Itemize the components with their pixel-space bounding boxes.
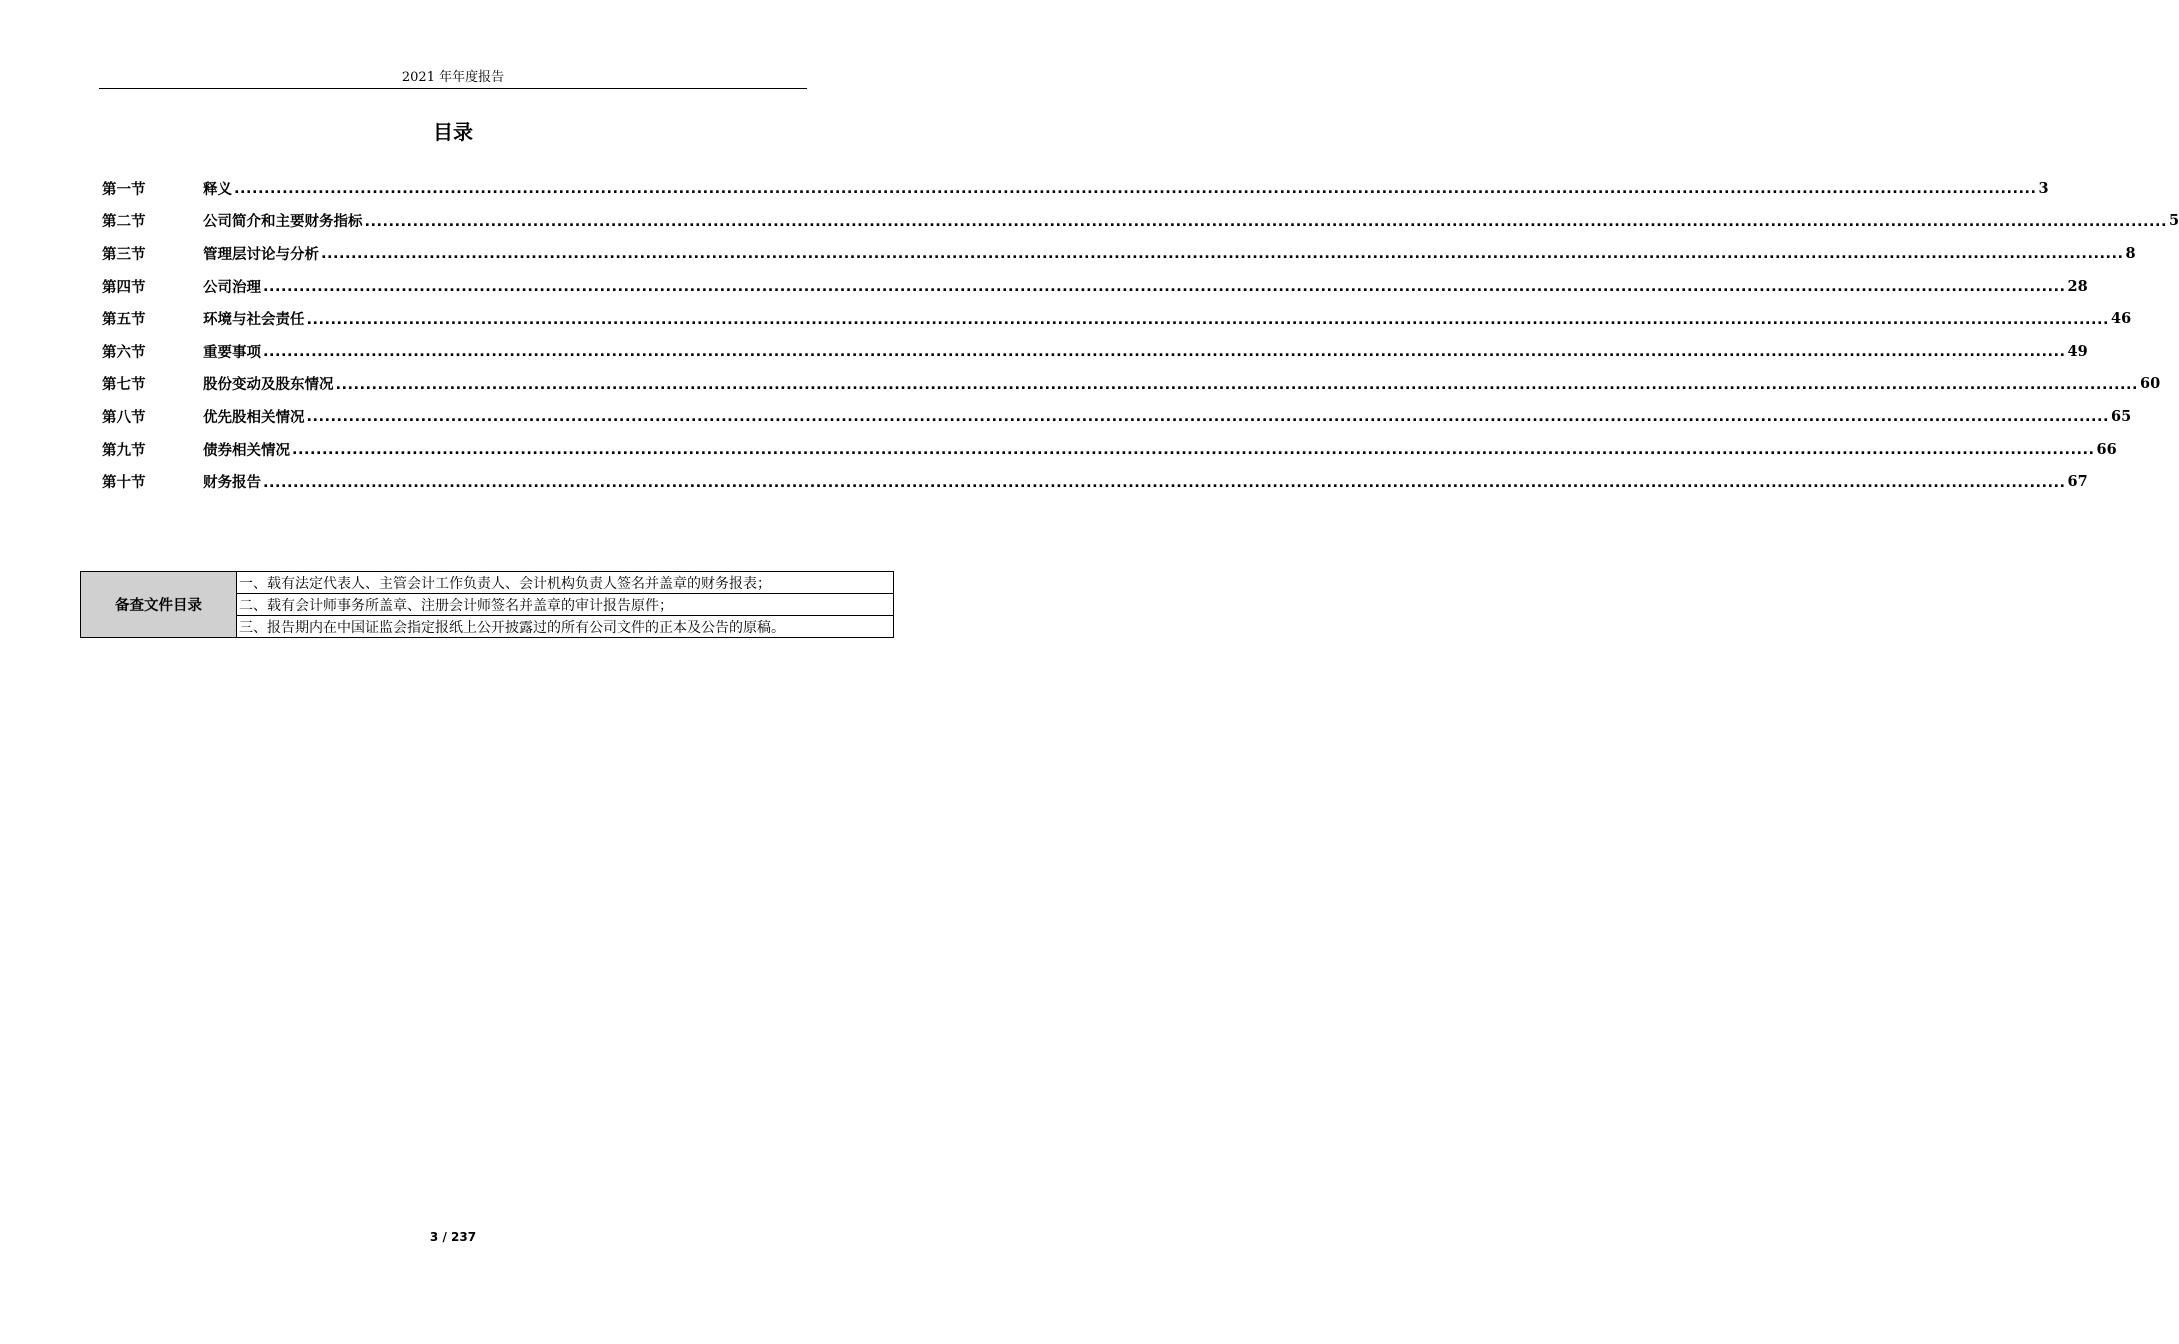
toc-section-title: 管理层讨论与分析: [203, 246, 319, 263]
toc-section-title: 财务报告: [203, 475, 261, 492]
toc-page-number: 28: [2067, 277, 2088, 295]
toc-section-title: 公司简介和主要财务指标: [203, 214, 363, 231]
toc-section-title: 股份变动及股东情况: [203, 377, 334, 394]
toc-page-number: 49: [2067, 342, 2088, 360]
toc-leader-dots: ............................................................................................................................................................................................................................................................................................................: [321, 246, 2124, 263]
toc-section-number: 第一节: [102, 181, 146, 198]
toc-section-title: 重要事项: [203, 344, 261, 361]
table-row: [81, 572, 894, 594]
toc-page-number: 3: [2038, 179, 2049, 197]
toc-page-number: 65: [2111, 407, 2132, 425]
reference-document-item: 一、载有法定代表人、主管会计工作负责人、会计机构负责人签名并盖章的财务报表；: [237, 572, 894, 594]
toc-entry[interactable]: [102, 172, 2049, 205]
toc-page-number: 67: [2067, 473, 2088, 491]
toc-section-title: 债券相关情况: [203, 442, 290, 459]
toc-entry[interactable]: [102, 433, 2117, 466]
page-indicator: 3 / 237: [429, 1230, 477, 1244]
toc-section-number: 第六节: [102, 344, 146, 361]
header-divider: [99, 88, 807, 89]
toc-section-number: 第八节: [102, 409, 146, 426]
reference-document-item: 三、报告期内在中国证监会指定报纸上公开披露过的所有公司文件的正本及公告的原稿。: [237, 616, 894, 638]
toc-leader-dots: ............................................................................................................................................................................................................................................................................................................: [234, 181, 2037, 198]
toc-entry[interactable]: [102, 400, 2132, 433]
toc-title: 目录: [433, 120, 473, 144]
toc-leader-dots: ............................................................................................................................................................................................................................................................................................................: [306, 409, 2109, 426]
toc-section-number: 第九节: [102, 442, 146, 459]
toc-entry[interactable]: [102, 465, 2088, 498]
toc-page-number: 60: [2140, 375, 2161, 393]
toc-section-number: 第十节: [102, 475, 146, 492]
reference-documents-heading: 备查文件目录: [81, 572, 237, 638]
toc-entry[interactable]: [102, 205, 2179, 238]
toc-entry[interactable]: [102, 302, 2132, 335]
toc-section-number: 第二节: [102, 214, 146, 231]
toc-entry[interactable]: [102, 335, 2088, 368]
reference-documents-table: [80, 571, 894, 638]
toc-leader-dots: ............................................................................................................................................................................................................................................................................................................: [263, 344, 2066, 361]
toc-page-number: 66: [2096, 440, 2117, 458]
toc-section-number: 第四节: [102, 279, 146, 296]
toc-leader-dots: ............................................................................................................................................................................................................................................................................................................: [335, 376, 2138, 393]
toc-section-title: 优先股相关情况: [203, 409, 305, 426]
toc-section-title: 环境与社会责任: [203, 312, 305, 329]
toc-page-number: 5: [2169, 212, 2179, 230]
toc-entry[interactable]: [102, 237, 2136, 270]
toc-entry[interactable]: [102, 270, 2088, 303]
toc-leader-dots: ............................................................................................................................................................................................................................................................................................................: [306, 311, 2109, 328]
toc-section-number: 第七节: [102, 377, 146, 394]
toc-section-title: 释义: [203, 181, 232, 198]
toc-page-number: 8: [2125, 244, 2136, 262]
page-header-title: 2021 年年度报告: [401, 70, 505, 85]
toc-section-number: 第五节: [102, 312, 146, 329]
toc-page-number: 46: [2111, 310, 2132, 328]
reference-document-item: 二、载有会计师事务所盖章、注册会计师签名并盖章的审计报告原件；: [237, 594, 894, 616]
toc-entry[interactable]: [102, 368, 2161, 401]
table-of-contents: [102, 172, 2179, 498]
toc-leader-dots: ............................................................................................................................................................................................................................................................................................................: [364, 213, 2167, 230]
toc-leader-dots: ............................................................................................................................................................................................................................................................................................................: [263, 474, 2066, 491]
toc-section-title: 公司治理: [203, 279, 261, 296]
toc-leader-dots: ............................................................................................................................................................................................................................................................................................................: [292, 442, 2095, 459]
toc-leader-dots: ............................................................................................................................................................................................................................................................................................................: [263, 279, 2066, 296]
toc-section-number: 第三节: [102, 246, 146, 263]
